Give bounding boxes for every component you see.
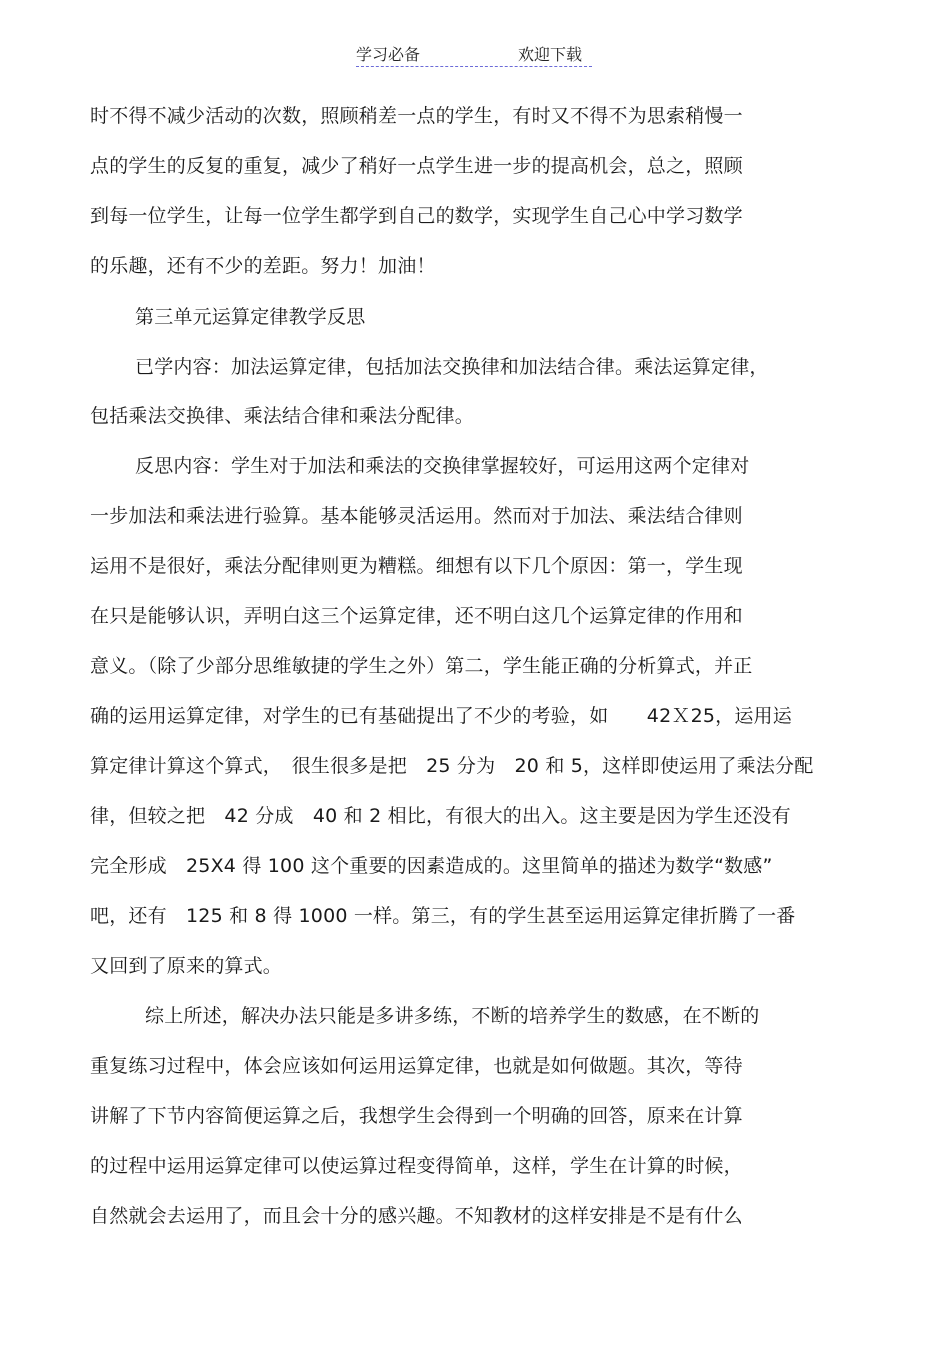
- body-line: 自然就会去运用了，而且会十分的感兴趣。不知教材的这样安排是不是有什么: [90, 1205, 743, 1227]
- body-line: 确的运用运算定律，对学生的已有基础提出了不少的考验，如 42Ｘ25，运用运: [90, 705, 792, 727]
- body-line: 重复练习过程中，体会应该如何运用运算定律，也就是如何做题。其次，等待: [90, 1055, 743, 1077]
- body-line: 律，但较之把 42 分成 40 和 2 相比，有很大的出入。这主要是因为学生还没有: [90, 805, 791, 827]
- body-line: 反思内容：学生对于加法和乘法的交换律掌握较好，可运用这两个定律对: [135, 455, 750, 477]
- body-line: 完全形成 25X4 得 100 这个重要的因素造成的。这里简单的描述为数学“数感”: [90, 855, 773, 877]
- header-left-text: 学习必备: [356, 45, 421, 64]
- body-line: 包括乘法交换律、乘法结合律和乘法分配律。: [90, 405, 475, 427]
- body-line: 算定律计算这个算式， 很生很多是把 25 分为 20 和 5，这样即使运用了乘法分配: [90, 755, 814, 777]
- body-line: 的过程中运用运算定律可以使运算过程变得简单，这样，学生在计算的时候，: [90, 1155, 743, 1177]
- body-line: 已学内容：加法运算定律，包括加法交换律和加法结合律。乘法运算定律，: [135, 356, 769, 378]
- body-line: 的乐趣，还有不少的差距。努力！加油！: [90, 255, 436, 277]
- body-line: 运用不是很好，乘法分配律则更为糟糕。细想有以下几个原因：第一，学生现: [90, 555, 743, 577]
- body-line: 到每一位学生，让每一位学生都学到自己的数学，实现学生自己心中学习数学: [90, 205, 743, 227]
- section-title: 第三单元运算定律教学反思: [135, 306, 366, 328]
- page-header: [356, 40, 592, 67]
- body-line: 时不得不减少活动的次数，照顾稍差一点的学生，有时又不得不为思索稍慢一: [90, 105, 743, 127]
- body-line: 意义。（除了少部分思维敏捷的学生之外）第二，学生能正确的分析算式，并正: [90, 655, 753, 677]
- body-line: 点的学生的反复的重复，减少了稍好一点学生进一步的提高机会，总之，照顾: [90, 155, 743, 177]
- body-line: 讲解了下节内容简便运算之后，我想学生会得到一个明确的回答，原来在计算: [90, 1105, 743, 1127]
- body-line: 一步加法和乘法进行验算。基本能够灵活运用。然而对于加法、乘法结合律则: [90, 505, 743, 527]
- body-line: 吧，还有 125 和 8 得 1000 一样。第三，有的学生甚至运用运算定律折腾了一番: [90, 905, 796, 927]
- header-right-text: 欢迎下载: [518, 45, 583, 64]
- body-line: 又回到了原来的算式。: [90, 955, 283, 977]
- body-line: 在只是能够认识，弄明白这三个运算定律，还不明白这几个运算定律的作用和: [90, 605, 743, 627]
- body-line: 综上所述，解决办法只能是多讲多练，不断的培养学生的数感，在不断的: [145, 1005, 760, 1027]
